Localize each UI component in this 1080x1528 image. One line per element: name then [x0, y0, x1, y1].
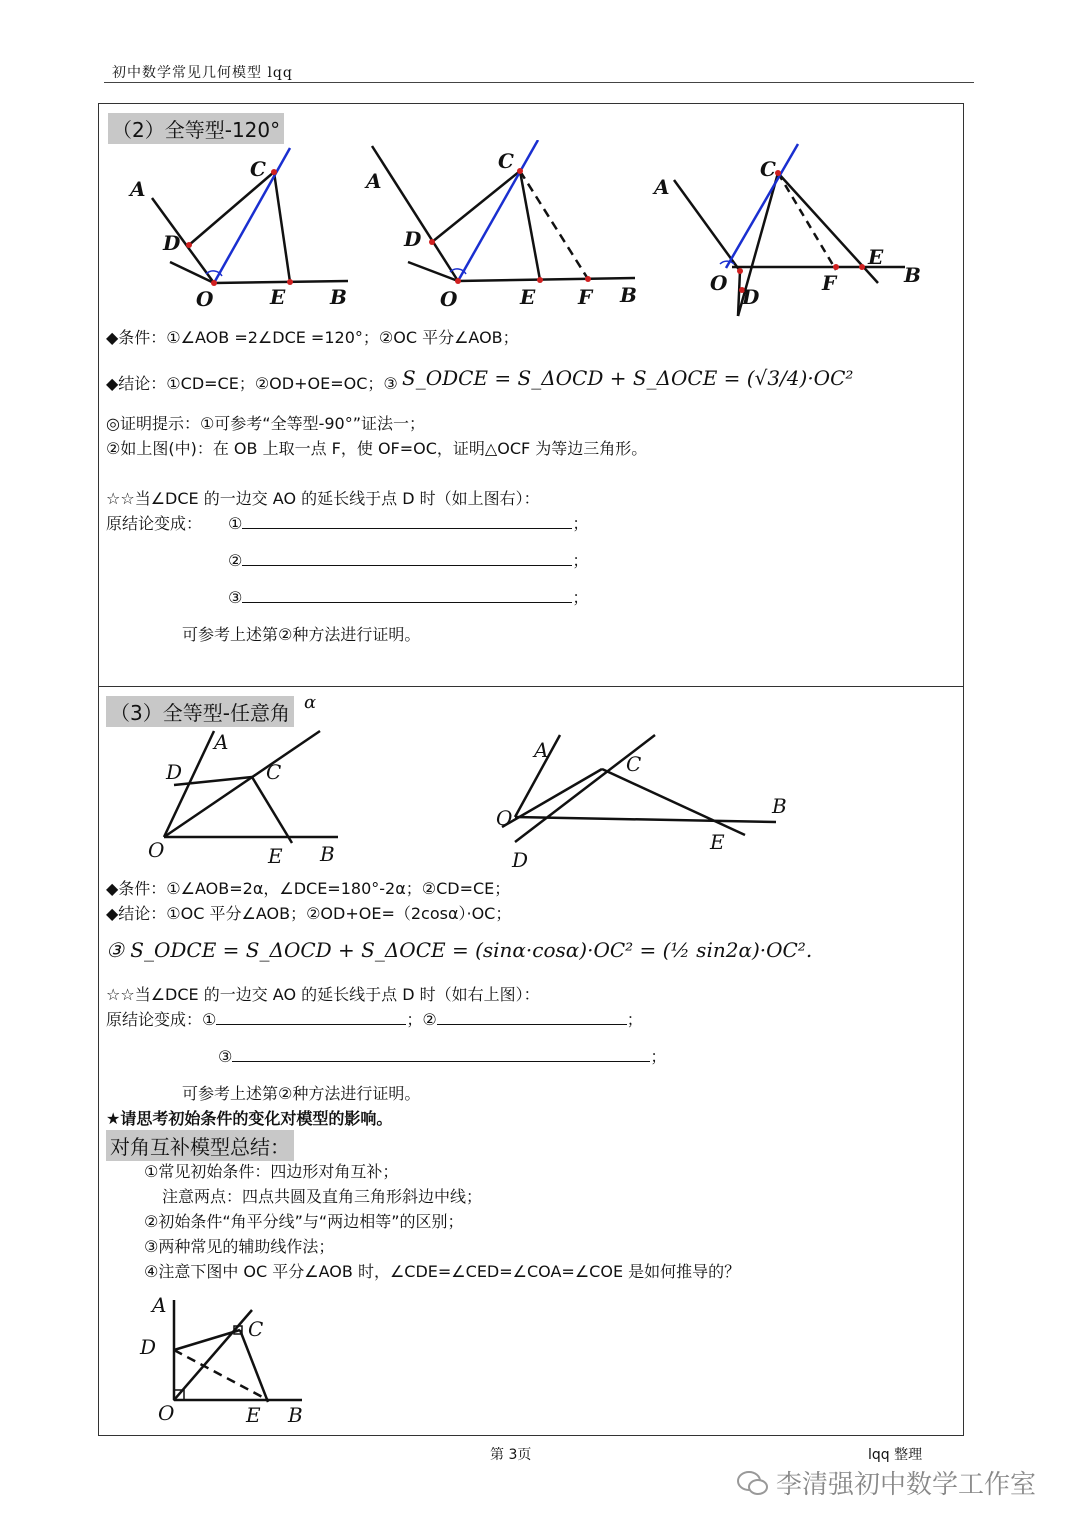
sec2-blank-1: ① ；	[228, 514, 589, 533]
blank-number: ③	[228, 588, 243, 607]
blank-number: ①	[202, 1010, 217, 1029]
label-C: C	[760, 157, 776, 181]
summary-title: 对角互补模型总结：	[106, 1130, 294, 1161]
blank-number: ②	[422, 1010, 437, 1029]
label-O: O	[710, 271, 728, 295]
sec2-star-note: ☆☆当∠DCE 的一边交 AO 的延长线于点 D 时（如上图右）：	[106, 489, 540, 508]
label-E: E	[246, 1403, 261, 1427]
label-D: D	[163, 231, 181, 255]
sec3-conclusion: ◆结论：①OC 平分∠AOB；②OD+OE=（2cosα）·OC；	[106, 904, 512, 923]
label-B: B	[320, 842, 335, 866]
label-D: D	[742, 285, 760, 309]
summary-item: ②初始条件“角平分线”与“两边相等”的区别；	[144, 1212, 464, 1231]
label-A: A	[214, 730, 229, 754]
label-O: O	[440, 287, 458, 311]
label-A: A	[366, 169, 382, 193]
sec3-think-note: ★请思考初始条件的变化对模型的影响。	[106, 1109, 393, 1128]
sec2-refer-note: 可参考上述第②种方法进行证明。	[182, 625, 421, 644]
section-3-diagrams	[140, 725, 820, 875]
blank-number: ①	[228, 514, 243, 533]
label-A: A	[654, 175, 670, 199]
label-B: B	[772, 794, 787, 818]
label-C: C	[248, 1317, 264, 1341]
summary-item: 注意两点：四点共圆及直角三角形斜边中线；	[162, 1187, 483, 1206]
section-2-title: （2）全等型-120°	[108, 113, 284, 144]
label-C: C	[250, 157, 266, 181]
sec3-condition: ◆条件：①∠AOB=2α，∠DCE=180°-2α；②CD=CE；	[106, 879, 511, 898]
label-D: D	[166, 760, 183, 784]
watermark: 李清强初中数学工作室	[776, 1470, 1037, 1500]
label-D: D	[140, 1335, 157, 1359]
sec2-area-formula: S_ODCE = S_ΔOCD + S_ΔOCE = (√3/4)·OC²	[402, 366, 854, 390]
label-D: D	[404, 227, 422, 251]
label-F: F	[578, 285, 593, 309]
label-B: B	[620, 283, 637, 307]
change-label-text: 原结论变成：	[106, 1010, 203, 1029]
label-C: C	[498, 149, 514, 173]
header-rule	[104, 82, 974, 83]
sec3-change-label: 原结论变成：① ；② ；	[106, 1010, 643, 1029]
summary-diagram	[130, 1290, 330, 1430]
sec3-refer-note: 可参考上述第②种方法进行证明。	[182, 1084, 421, 1103]
label-A: A	[152, 1293, 167, 1317]
label-B: B	[904, 263, 921, 287]
label-A: A	[130, 177, 146, 201]
label-O: O	[148, 838, 165, 862]
sec3-blank-3: ③ ；	[218, 1047, 667, 1066]
sec3-star-note: ☆☆当∠DCE 的一边交 AO 的延长线于点 D 时（如右上图）：	[106, 985, 540, 1004]
label-O: O	[158, 1401, 175, 1425]
label-E: E	[520, 285, 536, 309]
label-C: C	[626, 752, 642, 776]
section-2-diagrams	[110, 140, 960, 320]
sec2-change-label: 原结论变成：	[106, 514, 203, 533]
label-E: E	[268, 844, 283, 868]
summary-item: ④注意下图中 OC 平分∠AOB 时，∠CDE=∠CED=∠COA=∠COE 是如何推导的？	[144, 1262, 741, 1281]
page-header: 初中数学常见几何模型 lqq	[112, 65, 293, 81]
section-3-title: （3）全等型-任意角	[106, 696, 294, 727]
page-number: 第 3页	[490, 1447, 532, 1463]
label-B: B	[330, 285, 347, 309]
label-B: B	[288, 1403, 303, 1427]
wechat-icon	[736, 1470, 770, 1496]
sec2-condition: ◆条件：①∠AOB =2∠DCE =120°；②OC 平分∠AOB；	[106, 328, 519, 347]
label-O: O	[196, 287, 214, 311]
blank-number: ②	[228, 551, 243, 570]
label-D: D	[512, 848, 529, 872]
label-C: C	[266, 760, 282, 784]
sec2-hint-1: ◎证明提示：①可参考“全等型-90°”证法一；	[106, 414, 426, 433]
label-E: E	[270, 285, 286, 309]
label-E: E	[868, 245, 884, 269]
label-O: O	[496, 806, 513, 830]
summary-item: ③两种常见的辅助线作法；	[144, 1237, 335, 1256]
sec3-area-formula: ③ S_ODCE = S_ΔOCD + S_ΔOCE = (sinα·cosα)·OC² = (½ sin2α)·OC².	[106, 938, 813, 962]
summary-item: ①常见初始条件：四边形对角互补；	[144, 1162, 399, 1181]
section-3-alpha: α	[304, 692, 317, 713]
blank-number: ③	[218, 1047, 233, 1066]
page-author: lqq 整理	[868, 1447, 923, 1463]
sec2-hint-2: ②如上图(中)：在 OB 上取一点 F，使 OF=OC，证明△OCF 为等边三角形。	[106, 439, 648, 458]
label-E: E	[710, 830, 725, 854]
label-A: A	[534, 738, 549, 762]
label-F: F	[822, 271, 837, 295]
sec2-blank-2: ② ；	[228, 551, 589, 570]
sec2-blank-3: ③ ；	[228, 588, 589, 607]
sec2-conclusion-prefix: ◆结论：①CD=CE；②OD+OE=OC；③	[106, 374, 398, 393]
